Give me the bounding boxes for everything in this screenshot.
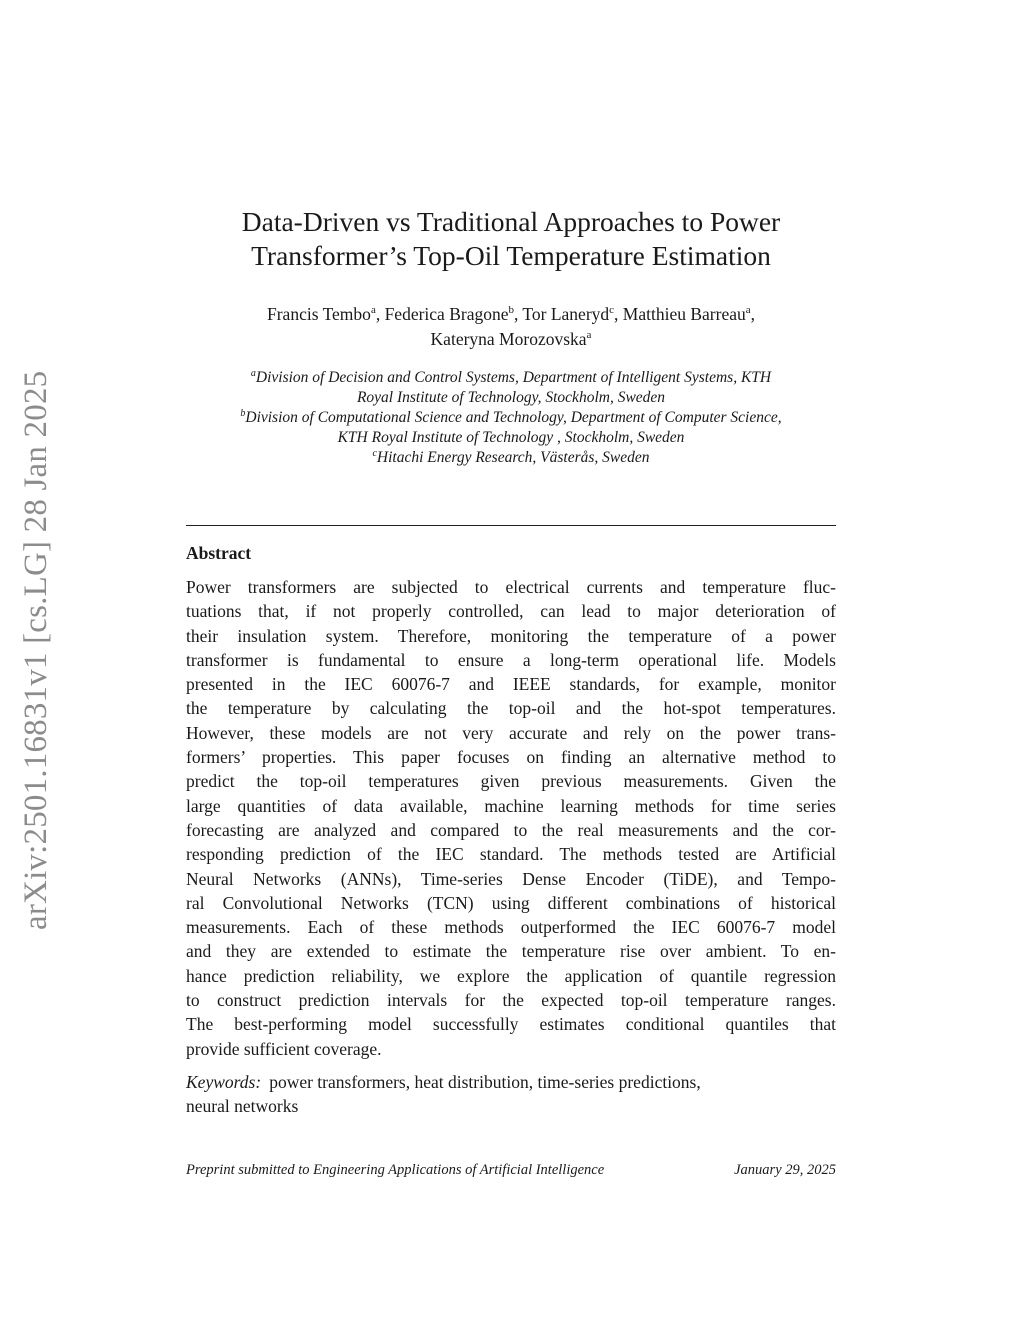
- arxiv-identifier-stamp: arXiv:2501.16831v1 [cs.LG] 28 Jan 2025: [18, 370, 54, 930]
- author-affiliation-mark: a: [586, 329, 592, 342]
- affiliation-list: [186, 368, 836, 468]
- keywords-line: [186, 1070, 836, 1094]
- author-name: Tor Laneryd: [522, 304, 610, 324]
- paper-title: [186, 205, 836, 273]
- abstract-line: the temperature by calculating the top-oil and the hot-spot temperatures.: [186, 698, 836, 719]
- affiliation-text: Royal Institute of Technology, Stockholm, Sweden: [356, 389, 666, 406]
- author-affiliation-mark: c: [609, 304, 615, 317]
- abstract-line: measurements. Each of these methods outperformed the IEC 60076-7 model: [186, 917, 836, 938]
- author-list: Francis Tembo$^a$, Federica Bragone$^b$, Tor Laneryd$^c$, Matthieu Barreau$^a$, Kateryna Morozovska$^a$: [267, 304, 755, 349]
- affiliation-a: [186, 368, 836, 388]
- abstract-line: However, these models are not very accurate and rely on the power trans-: [186, 722, 836, 743]
- abstract-body: [186, 575, 836, 1061]
- keywords-text: power transformers, heat distribution, time-series predictions,: [269, 1072, 701, 1092]
- affiliation-text: Hitachi Energy Research, Västerås, Sweden: [376, 449, 650, 466]
- abstract-line: transformer is fundamental to ensure a long-term operational life. Models: [186, 649, 836, 670]
- affiliation-text: KTH Royal Institute of Technology , Stockholm, Sweden: [337, 429, 685, 446]
- author-name: Francis Tembo: [267, 304, 371, 324]
- affiliation-a-cont: [186, 388, 836, 408]
- affiliation-text: Division of Decision and Control Systems, Department of Intelligent Systems, KTH: [255, 369, 772, 386]
- abstract-line: hance prediction reliability, we explore the application of quantile regression: [186, 965, 836, 986]
- abstract-line: and they are extended to estimate the temperature rise over ambient. To en-: [186, 941, 836, 962]
- abstract-line: provide sufficient coverage.: [186, 1038, 382, 1059]
- affiliation-mark: c: [372, 447, 377, 459]
- title-line-1: Data-Driven vs Traditional Approaches to Power: [241, 206, 781, 237]
- abstract-line: Neural Networks (ANNs), Time-series Dense Encoder (TiDE), and Tempo-: [186, 868, 836, 889]
- affiliation-b-cont: [186, 428, 836, 448]
- affiliation-mark: b: [240, 407, 246, 419]
- footer-journal: Preprint submitted to Engineering Applications of Artificial Intelligence: [186, 1162, 605, 1178]
- abstract-heading: Abstract: [186, 543, 252, 563]
- author-name: Kateryna Morozovska: [430, 329, 587, 349]
- abstract-line: presented in the IEC 60076-7 and IEEE standards, for example, monitor: [186, 674, 836, 695]
- abstract-line: The best-performing model successfully estimates conditional quantiles that: [186, 1014, 836, 1035]
- affiliation-b: [186, 408, 836, 428]
- horizontal-divider: [186, 525, 836, 526]
- abstract-line: responding prediction of the IEC standard. The methods tested are Artificial: [186, 844, 836, 865]
- footer-date: January 29, 2025: [734, 1162, 836, 1178]
- abstract-line: formers’ properties. This paper focuses on finding an alternative method to: [186, 747, 836, 768]
- affiliation-text: Division of Computational Science and Technology, Department of Computer Science,: [245, 409, 782, 426]
- keywords-label: Keywords:: [186, 1072, 262, 1092]
- affiliation-c: [186, 448, 836, 468]
- preprint-footer: [186, 1160, 836, 1180]
- abstract-line: large quantities of data available, machine learning methods for time series: [186, 795, 836, 816]
- affiliation-mark: a: [250, 367, 256, 379]
- author-affiliation-mark: a: [745, 304, 751, 317]
- abstract-line: predict the top-oil temperatures given previous measurements. Given the: [186, 771, 836, 792]
- author-affiliation-mark: b: [508, 304, 514, 317]
- author-name: Matthieu Barreau: [622, 304, 746, 324]
- abstract-line: forecasting are analyzed and compared to the real measurements and the cor-: [186, 819, 836, 840]
- abstract-line: to construct prediction intervals for the expected top-oil temperature ranges.: [186, 990, 836, 1011]
- keywords-line: neural networks: [186, 1096, 299, 1117]
- abstract-line: Power transformers are subjected to electrical currents and temperature fluc-: [186, 577, 836, 597]
- author-affiliation-mark: a: [370, 304, 376, 317]
- author-name: Federica Bragone: [384, 304, 509, 324]
- abstract-line: tuations that, if not properly controlled, can lead to major deterioration of: [186, 601, 836, 622]
- title-line-2: Transformer’s Top-Oil Temperature Estimation: [251, 240, 771, 271]
- abstract-line: their insulation system. Therefore, monitoring the temperature of a power: [186, 625, 836, 646]
- abstract-line: ral Convolutional Networks (TCN) using different combinations of historical: [186, 892, 836, 913]
- keywords-section: [186, 1070, 836, 1119]
